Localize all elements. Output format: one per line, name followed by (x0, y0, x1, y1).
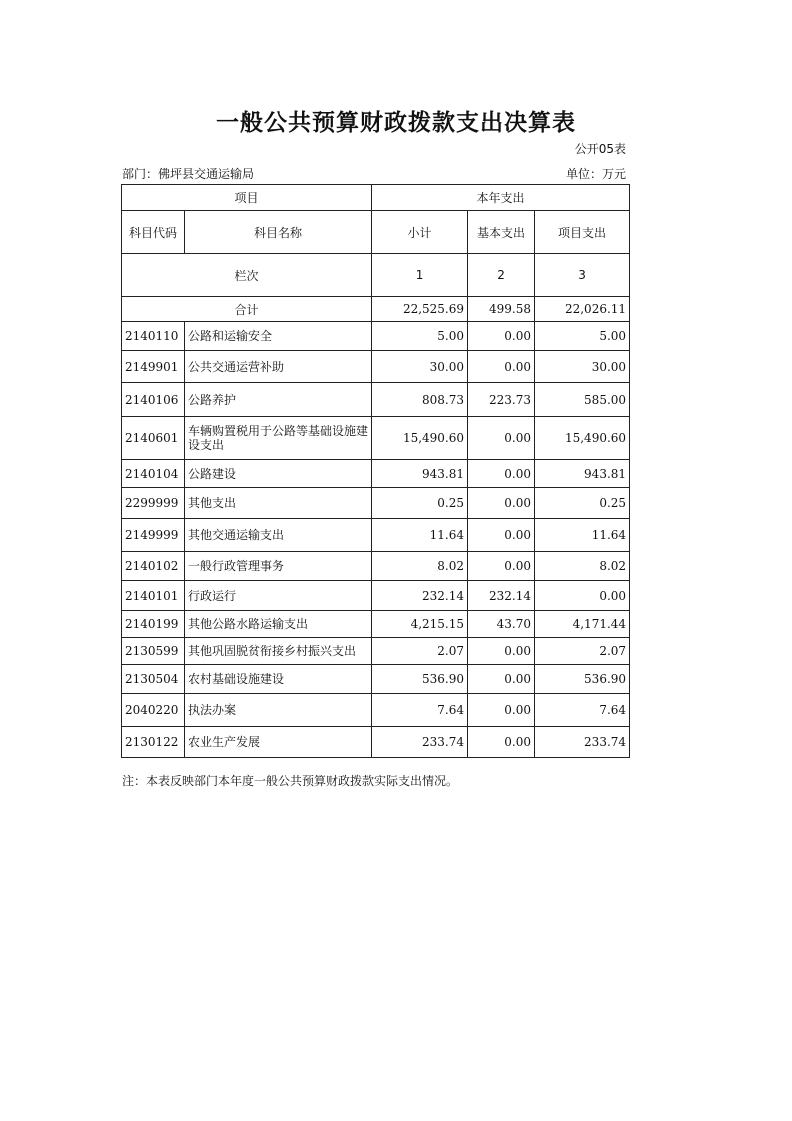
row-code: 2299999 (122, 488, 185, 519)
row-project: 0.25 (535, 488, 630, 519)
row-name: 农业生产发展 (185, 727, 372, 758)
row-name: 其他交通运输支出 (185, 519, 372, 552)
row-name: 其他巩固脱贫衔接乡村振兴支出 (185, 638, 372, 665)
row-code: 2140102 (122, 552, 185, 581)
row-name: 公路养护 (185, 383, 372, 417)
header-subtotal: 小计 (372, 211, 468, 254)
row-code: 2140110 (122, 322, 185, 351)
row-project: 5.00 (535, 322, 630, 351)
row-basic: 0.00 (468, 552, 535, 581)
row-name: 行政运行 (185, 581, 372, 611)
table-row (122, 581, 630, 611)
row-basic: 0.00 (468, 417, 535, 460)
column-number-1: 1 (372, 254, 468, 297)
table-row (122, 383, 630, 417)
row-code: 2140101 (122, 581, 185, 611)
header-basic: 基本支出 (468, 211, 535, 254)
row-project: 585.00 (535, 383, 630, 417)
header-code: 科目代码 (122, 211, 185, 254)
header-row-2 (122, 211, 630, 254)
table-row (122, 638, 630, 665)
row-code: 2130504 (122, 665, 185, 694)
table-row (122, 488, 630, 519)
table-row (122, 665, 630, 694)
row-basic: 43.70 (468, 611, 535, 638)
row-name: 其他公路水路运输支出 (185, 611, 372, 638)
column-number-2: 2 (468, 254, 535, 297)
row-code: 2140199 (122, 611, 185, 638)
page-title: 一般公共预算财政拨款支出决算表 (216, 110, 576, 136)
row-subtotal: 15,490.60 (372, 417, 468, 460)
row-subtotal: 943.81 (372, 460, 468, 488)
row-subtotal: 11.64 (372, 519, 468, 552)
row-subtotal: 233.74 (372, 727, 468, 758)
row-project: 11.64 (535, 519, 630, 552)
table-row (122, 417, 630, 460)
table-row (122, 552, 630, 581)
column-order-label: 栏次 (122, 254, 372, 297)
header-item: 项目 (122, 185, 372, 211)
row-name: 公共交通运营补助 (185, 351, 372, 383)
header-row-1 (122, 185, 630, 211)
column-order-row (122, 254, 630, 297)
table-row (122, 611, 630, 638)
row-basic: 0.00 (468, 488, 535, 519)
row-name: 公路建设 (185, 460, 372, 488)
total-subtotal: 22,525.69 (372, 297, 468, 322)
row-basic: 223.73 (468, 383, 535, 417)
row-subtotal: 7.64 (372, 694, 468, 727)
row-project: 4,171.44 (535, 611, 630, 638)
unit-label: 单位：万元 (565, 167, 626, 181)
row-basic: 0.00 (468, 519, 535, 552)
table-row (122, 694, 630, 727)
row-name: 其他支出 (185, 488, 372, 519)
row-basic: 0.00 (468, 638, 535, 665)
row-basic: 0.00 (468, 727, 535, 758)
row-subtotal: 2.07 (372, 638, 468, 665)
header-current-year: 本年支出 (372, 185, 630, 211)
row-subtotal: 5.00 (372, 322, 468, 351)
total-basic: 499.58 (468, 297, 535, 322)
row-project: 233.74 (535, 727, 630, 758)
row-name: 农村基础设施建设 (185, 665, 372, 694)
table-row (122, 322, 630, 351)
row-subtotal: 30.00 (372, 351, 468, 383)
row-name: 车辆购置税用于公路等基础设施建设支出 (185, 417, 372, 460)
table-row (122, 519, 630, 552)
row-subtotal: 808.73 (372, 383, 468, 417)
column-number-3: 3 (535, 254, 630, 297)
row-code: 2140106 (122, 383, 185, 417)
row-subtotal: 0.25 (372, 488, 468, 519)
row-project: 30.00 (535, 351, 630, 383)
row-project: 8.02 (535, 552, 630, 581)
row-name: 执法办案 (185, 694, 372, 727)
row-basic: 0.00 (468, 460, 535, 488)
row-basic: 0.00 (468, 322, 535, 351)
table-row (122, 351, 630, 383)
row-code: 2140104 (122, 460, 185, 488)
row-project: 15,490.60 (535, 417, 630, 460)
form-number: 公开05表 (574, 142, 626, 156)
row-subtotal: 536.90 (372, 665, 468, 694)
total-row (122, 297, 630, 322)
row-code: 2149999 (122, 519, 185, 552)
header-name: 科目名称 (185, 211, 372, 254)
row-code: 2130122 (122, 727, 185, 758)
row-code: 2149901 (122, 351, 185, 383)
table-row (122, 460, 630, 488)
total-label: 合计 (122, 297, 372, 322)
row-code: 2140601 (122, 417, 185, 460)
department-label: 部门：佛坪县交通运输局 (122, 167, 255, 181)
row-name: 一般行政管理事务 (185, 552, 372, 581)
row-basic: 0.00 (468, 665, 535, 694)
row-code: 2040220 (122, 694, 185, 727)
expenditure-table (121, 184, 630, 758)
row-basic: 232.14 (468, 581, 535, 611)
row-basic: 0.00 (468, 694, 535, 727)
table-footnote: 注：本表反映部门本年度一般公共预算财政拨款实际支出情况。 (122, 774, 459, 788)
table-row (122, 727, 630, 758)
header-project: 项目支出 (535, 211, 630, 254)
row-subtotal: 232.14 (372, 581, 468, 611)
row-project: 0.00 (535, 581, 630, 611)
row-code: 2130599 (122, 638, 185, 665)
row-project: 536.90 (535, 665, 630, 694)
row-name: 公路和运输安全 (185, 322, 372, 351)
row-basic: 0.00 (468, 351, 535, 383)
row-project: 943.81 (535, 460, 630, 488)
row-project: 2.07 (535, 638, 630, 665)
row-subtotal: 4,215.15 (372, 611, 468, 638)
row-subtotal: 8.02 (372, 552, 468, 581)
total-project: 22,026.11 (535, 297, 630, 322)
row-project: 7.64 (535, 694, 630, 727)
